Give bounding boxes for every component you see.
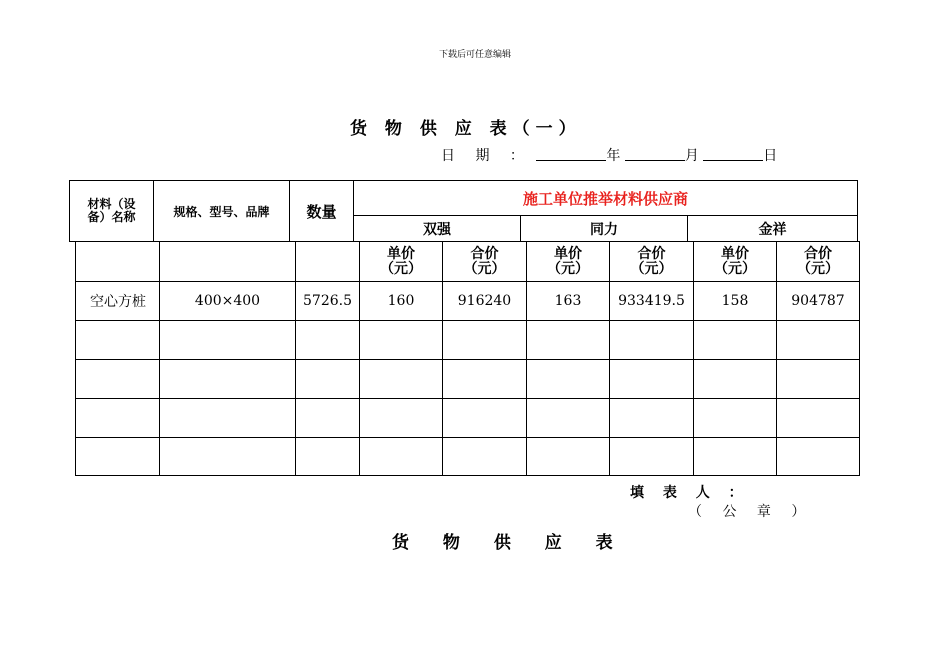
table-cell[interactable]: 163	[554, 293, 582, 309]
year-blank[interactable]	[536, 147, 606, 161]
table-cell[interactable]	[694, 438, 776, 475]
total-price-header: 合价 （元）	[463, 245, 506, 277]
table-cell[interactable]	[443, 360, 526, 398]
day-unit: 日	[763, 148, 778, 164]
table-cell[interactable]: 400×400	[194, 293, 261, 309]
table-cell[interactable]	[296, 360, 359, 398]
second-title: 货 物 供 应 表	[392, 533, 627, 553]
table-cell[interactable]: 空心方桩	[90, 294, 146, 310]
table-cell[interactable]: 160	[387, 293, 415, 309]
table-cell[interactable]	[777, 321, 859, 359]
material-header: 材料（设备）名称	[87, 197, 136, 224]
table-cell[interactable]	[527, 399, 609, 437]
quantity-header: 数量	[306, 202, 337, 221]
table-cell[interactable]	[296, 438, 359, 475]
unit-price-header: 单价 （元）	[547, 245, 589, 277]
date-line	[441, 145, 777, 165]
table-cell[interactable]	[160, 438, 295, 475]
month-unit: 月	[684, 148, 699, 164]
supplier-2-header: 同力	[590, 221, 618, 238]
total-price-header: 合价 （元）	[630, 245, 673, 277]
month-blank[interactable]	[625, 147, 685, 161]
table-cell[interactable]	[527, 321, 609, 359]
spec-header: 规格、型号、品牌	[173, 204, 270, 219]
table-cell[interactable]	[694, 360, 776, 398]
table-cell[interactable]: 904787	[791, 293, 845, 309]
table-cell[interactable]: 933419.5	[618, 293, 685, 309]
table-cell[interactable]	[360, 438, 442, 475]
supplier-group-header: 施工单位推举材料供应商	[522, 189, 688, 208]
table-cell[interactable]	[777, 438, 859, 475]
table-cell[interactable]	[610, 321, 693, 359]
table-cell[interactable]: 916240	[457, 293, 512, 309]
table-cell[interactable]	[777, 360, 859, 398]
filler-label: 填 表 人 ：	[630, 485, 750, 501]
table-header	[69, 180, 858, 242]
table-cell[interactable]	[360, 360, 442, 398]
table-cell[interactable]	[296, 399, 359, 437]
table-cell[interactable]	[527, 438, 609, 475]
table-cell[interactable]: 5726.5	[303, 293, 352, 309]
supplier-1-header: 双强	[423, 221, 451, 238]
table-cell[interactable]	[443, 399, 526, 437]
table-cell[interactable]	[610, 438, 693, 475]
day-blank[interactable]	[703, 147, 763, 161]
table-cell[interactable]	[443, 438, 526, 475]
unit-price-header: 单价 （元）	[380, 245, 422, 277]
table-cell[interactable]	[360, 321, 442, 359]
seal-label: （ 公 章 ）	[688, 504, 814, 520]
table-cell[interactable]	[77, 438, 159, 475]
supply-table	[75, 241, 860, 476]
page-title: 货 物 供 应 表（一）	[350, 119, 582, 139]
table-cell[interactable]	[360, 399, 442, 437]
table-cell[interactable]	[443, 321, 526, 359]
table-cell[interactable]	[610, 360, 693, 398]
table-cell[interactable]	[77, 321, 159, 359]
table-cell[interactable]: 158	[721, 293, 749, 309]
table-cell[interactable]	[77, 360, 159, 398]
date-label: 日 期 ：	[441, 148, 532, 164]
table-cell[interactable]	[160, 321, 295, 359]
table-cell[interactable]	[160, 360, 295, 398]
table-cell[interactable]	[77, 399, 159, 437]
table-cell[interactable]	[694, 321, 776, 359]
total-price-header: 合价 （元）	[797, 245, 839, 277]
table-cell[interactable]	[694, 399, 776, 437]
table-cell[interactable]	[296, 321, 359, 359]
unit-price-header: 单价 （元）	[714, 245, 756, 277]
year-unit: 年	[606, 148, 621, 164]
table-cell[interactable]	[777, 399, 859, 437]
table-cell[interactable]	[527, 360, 609, 398]
table-cell[interactable]	[160, 399, 295, 437]
table-cell[interactable]	[610, 399, 693, 437]
header-note: 下载后可任意编辑	[438, 50, 511, 60]
supplier-3-header: 金祥	[758, 221, 787, 238]
